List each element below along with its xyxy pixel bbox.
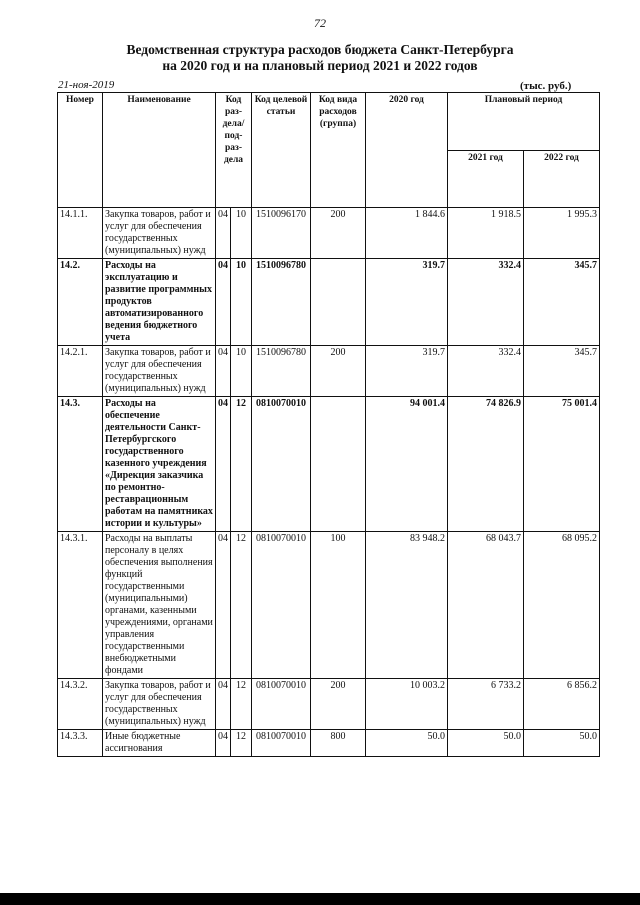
row-name: Закупка товаров, работ и услуг для обеспечения государственных (муниципальных) нужд — [103, 679, 216, 730]
row-2021: 1 918.5 — [448, 208, 524, 259]
title-line-2: на 2020 год и на плановый период 2021 и 2022 годов — [162, 58, 478, 73]
table-row — [58, 346, 600, 397]
row-subsection: 12 — [231, 679, 252, 730]
table-row — [58, 397, 600, 532]
table-row — [58, 532, 600, 679]
row-number: 14.3.3. — [58, 730, 103, 757]
row-number: 14.2. — [58, 259, 103, 346]
header-name: Наименование — [103, 93, 216, 208]
row-2022: 345.7 — [524, 259, 600, 346]
row-type: 800 — [311, 730, 366, 757]
row-name: Закупка товаров, работ и услуг для обеспечения государственных (муниципальных) нужд — [103, 208, 216, 259]
row-2021: 74 826.9 — [448, 397, 524, 532]
row-number: 14.1.1. — [58, 208, 103, 259]
row-2020: 94 001.4 — [366, 397, 448, 532]
row-2020: 1 844.6 — [366, 208, 448, 259]
row-2022: 345.7 — [524, 346, 600, 397]
table-row — [58, 208, 600, 259]
table-row — [58, 730, 600, 757]
row-subsection: 10 — [231, 259, 252, 346]
row-type: 200 — [311, 346, 366, 397]
row-2022: 6 856.2 — [524, 679, 600, 730]
row-subsection: 12 — [231, 730, 252, 757]
table-row — [58, 259, 600, 346]
row-target: 0810070010 — [252, 679, 311, 730]
row-section: 04 — [216, 208, 231, 259]
row-section: 04 — [216, 730, 231, 757]
row-2020: 319.7 — [366, 259, 448, 346]
row-2021: 332.4 — [448, 346, 524, 397]
row-2021: 68 043.7 — [448, 532, 524, 679]
row-target: 1510096780 — [252, 259, 311, 346]
row-type: 200 — [311, 208, 366, 259]
document-title — [0, 42, 640, 74]
row-section: 04 — [216, 679, 231, 730]
header-2020: 2020 год — [366, 93, 448, 208]
header-expense-type-code: Код вида расходов (группа) — [311, 93, 366, 208]
row-section: 04 — [216, 346, 231, 397]
row-target: 0810070010 — [252, 532, 311, 679]
row-2022: 75 001.4 — [524, 397, 600, 532]
row-number: 14.2.1. — [58, 346, 103, 397]
row-type: 100 — [311, 532, 366, 679]
row-subsection: 10 — [231, 346, 252, 397]
row-target: 1510096780 — [252, 346, 311, 397]
row-name: Иные бюджетные ассигнования — [103, 730, 216, 757]
scan-bottom-edge — [0, 893, 640, 905]
row-subsection: 10 — [231, 208, 252, 259]
row-name: Расходы на обеспечение деятельности Санкт-Петербургского государственного казенного учреждения «Дирекция заказчика по ремонтно-реставрационным работам на памятниках истории и культуры» — [103, 397, 216, 532]
row-type — [311, 259, 366, 346]
row-2022: 1 995.3 — [524, 208, 600, 259]
table-row — [58, 679, 600, 730]
row-type — [311, 397, 366, 532]
row-target: 0810070010 — [252, 397, 311, 532]
row-number: 14.3. — [58, 397, 103, 532]
row-2020: 50.0 — [366, 730, 448, 757]
row-name: Расходы на выплаты персоналу в целях обеспечения выполнения функций государственными (муниципальными) органами, казенными учреждениями, органами управления государственными внебюджетными фондами — [103, 532, 216, 679]
row-2021: 6 733.2 — [448, 679, 524, 730]
row-2021: 50.0 — [448, 730, 524, 757]
row-subsection: 12 — [231, 397, 252, 532]
row-target: 0810070010 — [252, 730, 311, 757]
header-2022: 2022 год — [524, 150, 600, 208]
row-number: 14.3.1. — [58, 532, 103, 679]
row-2021: 332.4 — [448, 259, 524, 346]
row-section: 04 — [216, 532, 231, 679]
row-2020: 319.7 — [366, 346, 448, 397]
document-date: 21-ноя-2019 — [58, 79, 115, 91]
row-name: Расходы на эксплуатацию и развитие программных продуктов автоматизированного ведения бюджетного учета — [103, 259, 216, 346]
header-target-code: Код целевой статьи — [252, 93, 311, 208]
row-section: 04 — [216, 397, 231, 532]
row-2020: 83 948.2 — [366, 532, 448, 679]
table-header-row — [58, 93, 600, 151]
title-line-1: Ведомственная структура расходов бюджета Санкт-Петербурга — [126, 42, 514, 57]
units-label: (тыс. руб.) — [520, 80, 572, 92]
row-number: 14.3.2. — [58, 679, 103, 730]
row-target: 1510096170 — [252, 208, 311, 259]
row-2022: 50.0 — [524, 730, 600, 757]
header-number: Номер — [58, 93, 103, 208]
row-type: 200 — [311, 679, 366, 730]
row-name: Закупка товаров, работ и услуг для обеспечения государственных (муниципальных) нужд — [103, 346, 216, 397]
row-2020: 10 003.2 — [366, 679, 448, 730]
row-subsection: 12 — [231, 532, 252, 679]
budget-table — [57, 92, 600, 757]
header-2021: 2021 год — [448, 150, 524, 208]
row-section: 04 — [216, 259, 231, 346]
row-2022: 68 095.2 — [524, 532, 600, 679]
header-planned-period: Плановый период — [448, 93, 600, 151]
page-number: 72 — [314, 16, 326, 30]
header-section-code: Код раз- дела/ под- раз- дела — [216, 93, 252, 208]
